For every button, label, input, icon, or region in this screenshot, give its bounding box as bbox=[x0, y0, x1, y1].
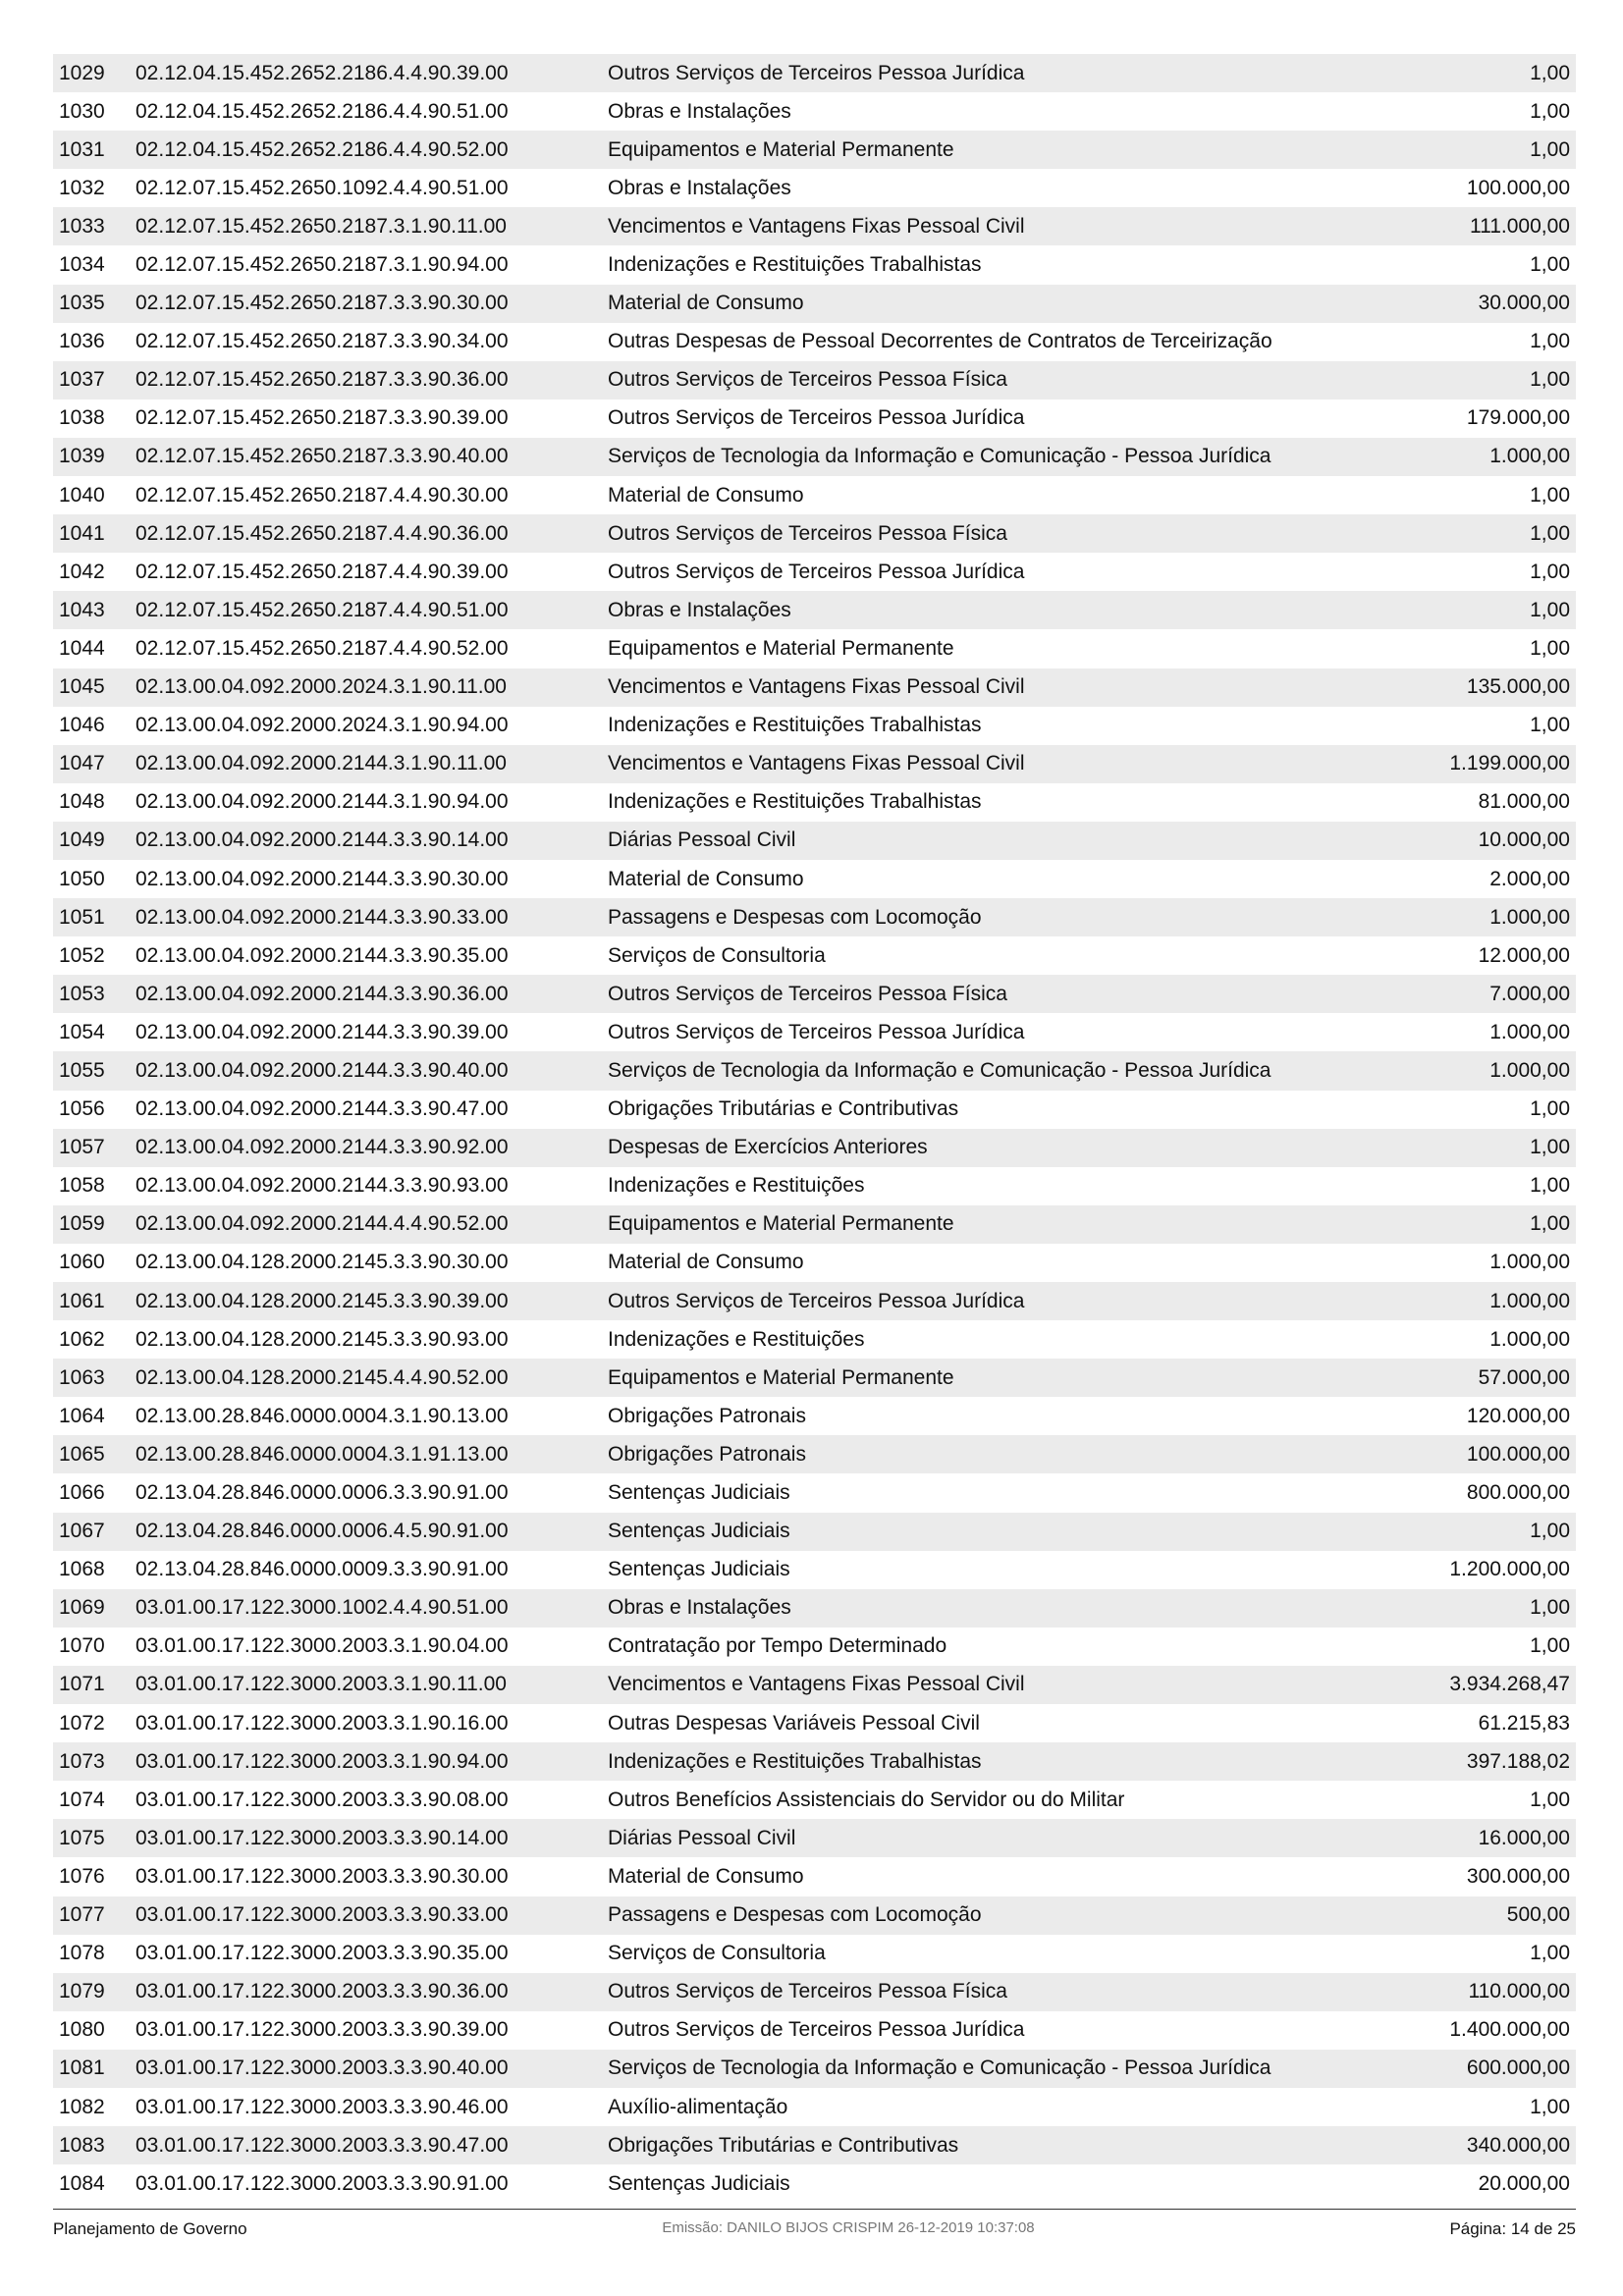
row-number: 1037 bbox=[59, 368, 105, 392]
row-code: 03.01.00.17.122.3000.2003.3.1.90.11.00 bbox=[135, 1673, 507, 1696]
row-value: 1.000,00 bbox=[1489, 1289, 1570, 1312]
table-row bbox=[53, 936, 1576, 975]
row-value: 57.000,00 bbox=[1478, 1365, 1570, 1389]
row-description: Vencimentos e Vantagens Fixas Pessoal Civil bbox=[608, 214, 1025, 238]
row-number: 1042 bbox=[59, 560, 105, 583]
row-code: 03.01.00.17.122.3000.2003.3.1.90.16.00 bbox=[135, 1711, 509, 1735]
row-number: 1040 bbox=[59, 483, 105, 507]
row-number: 1046 bbox=[59, 714, 105, 737]
table-row bbox=[53, 514, 1576, 553]
row-code: 02.13.00.04.092.2000.2144.3.3.90.47.00 bbox=[135, 1097, 509, 1121]
table-row bbox=[53, 2011, 1576, 2050]
row-description: Vencimentos e Vantagens Fixas Pessoal Civil bbox=[608, 675, 1025, 699]
table-row bbox=[53, 2164, 1576, 2203]
row-description: Material de Consumo bbox=[608, 1864, 804, 1888]
row-value: 1,00 bbox=[1530, 1634, 1570, 1658]
row-description: Passagens e Despesas com Locomoção bbox=[608, 1903, 982, 1927]
row-code: 02.12.07.15.452.2650.2187.3.3.90.30.00 bbox=[135, 292, 509, 315]
row-number: 1059 bbox=[59, 1212, 105, 1236]
row-number: 1032 bbox=[59, 176, 105, 199]
row-description: Outros Serviços de Terceiros Pessoa Física bbox=[608, 521, 1007, 545]
row-number: 1056 bbox=[59, 1097, 105, 1121]
budget-table bbox=[53, 54, 1576, 2203]
table-row bbox=[53, 92, 1576, 131]
row-code: 02.12.07.15.452.2650.2187.4.4.90.39.00 bbox=[135, 560, 509, 583]
row-code: 02.12.07.15.452.2650.2187.4.4.90.30.00 bbox=[135, 483, 509, 507]
table-row bbox=[53, 1244, 1576, 1282]
row-number: 1080 bbox=[59, 2018, 105, 2042]
row-code: 02.13.00.04.128.2000.2145.4.4.90.52.00 bbox=[135, 1365, 509, 1389]
row-code: 02.12.07.15.452.2650.2187.3.3.90.34.00 bbox=[135, 330, 509, 353]
row-description: Vencimentos e Vantagens Fixas Pessoal Civil bbox=[608, 1673, 1025, 1696]
row-value: 1.000,00 bbox=[1489, 905, 1570, 929]
row-description: Outros Serviços de Terceiros Pessoa Jurídica bbox=[608, 61, 1025, 84]
row-code: 02.12.07.15.452.2650.1092.4.4.90.51.00 bbox=[135, 176, 509, 199]
row-code: 02.13.00.04.092.2000.2144.3.3.90.35.00 bbox=[135, 943, 509, 967]
row-description: Indenizações e Restituições Trabalhistas bbox=[608, 253, 982, 277]
row-code: 03.01.00.17.122.3000.2003.3.3.90.39.00 bbox=[135, 2018, 509, 2042]
row-number: 1062 bbox=[59, 1327, 105, 1351]
row-number: 1048 bbox=[59, 790, 105, 814]
row-description: Equipamentos e Material Permanente bbox=[608, 1365, 954, 1389]
table-row bbox=[53, 1435, 1576, 1473]
table-row bbox=[53, 668, 1576, 707]
row-code: 02.13.00.04.092.2000.2144.3.3.90.93.00 bbox=[135, 1174, 509, 1198]
row-number: 1075 bbox=[59, 1826, 105, 1849]
row-value: 61.215,83 bbox=[1478, 1711, 1570, 1735]
row-description: Sentenças Judiciais bbox=[608, 1558, 790, 1581]
table-row bbox=[53, 783, 1576, 822]
row-code: 03.01.00.17.122.3000.2003.3.3.90.14.00 bbox=[135, 1826, 509, 1849]
row-value: 100.000,00 bbox=[1466, 1442, 1570, 1466]
row-value: 1,00 bbox=[1530, 1520, 1570, 1543]
row-code: 02.13.00.04.092.2000.2024.3.1.90.11.00 bbox=[135, 675, 507, 699]
table-row bbox=[53, 1473, 1576, 1512]
row-number: 1031 bbox=[59, 137, 105, 161]
row-description: Obras e Instalações bbox=[608, 1596, 791, 1620]
row-description: Serviços de Consultoria bbox=[608, 1942, 826, 1965]
row-description: Obrigações Tributárias e Contributivas bbox=[608, 2133, 959, 2157]
row-number: 1045 bbox=[59, 675, 105, 699]
row-value: 1,00 bbox=[1530, 368, 1570, 392]
row-value: 1,00 bbox=[1530, 1174, 1570, 1198]
row-description: Material de Consumo bbox=[608, 483, 804, 507]
row-value: 110.000,00 bbox=[1468, 1980, 1570, 2003]
table-row bbox=[53, 1628, 1576, 1666]
row-description: Despesas de Exercícios Anteriores bbox=[608, 1136, 928, 1159]
row-value: 1,00 bbox=[1530, 1136, 1570, 1159]
row-number: 1035 bbox=[59, 292, 105, 315]
row-code: 03.01.00.17.122.3000.2003.3.3.90.36.00 bbox=[135, 1980, 509, 2003]
row-code: 02.12.07.15.452.2650.2187.4.4.90.51.00 bbox=[135, 598, 509, 621]
row-value: 1,00 bbox=[1530, 521, 1570, 545]
row-code: 02.13.04.28.846.0000.0009.3.3.90.91.00 bbox=[135, 1558, 509, 1581]
row-number: 1082 bbox=[59, 2095, 105, 2118]
row-value: 1,00 bbox=[1530, 1788, 1570, 1811]
row-value: 1,00 bbox=[1530, 560, 1570, 583]
row-value: 120.000,00 bbox=[1466, 1404, 1570, 1427]
row-number: 1051 bbox=[59, 905, 105, 929]
row-number: 1050 bbox=[59, 867, 105, 890]
row-value: 1.000,00 bbox=[1489, 1020, 1570, 1043]
table-row bbox=[53, 1205, 1576, 1244]
row-number: 1039 bbox=[59, 445, 105, 468]
row-description: Equipamentos e Material Permanente bbox=[608, 636, 954, 660]
row-description: Indenizações e Restituições Trabalhistas bbox=[608, 1749, 982, 1773]
row-value: 20.000,00 bbox=[1478, 2171, 1570, 2195]
row-description: Vencimentos e Vantagens Fixas Pessoal Civil bbox=[608, 752, 1025, 775]
row-value: 1,00 bbox=[1530, 714, 1570, 737]
row-code: 02.13.00.04.128.2000.2145.3.3.90.30.00 bbox=[135, 1251, 509, 1274]
row-number: 1076 bbox=[59, 1864, 105, 1888]
row-code: 02.12.07.15.452.2650.2187.3.1.90.11.00 bbox=[135, 214, 507, 238]
row-number: 1036 bbox=[59, 330, 105, 353]
row-value: 397.188,02 bbox=[1466, 1749, 1570, 1773]
row-value: 1,00 bbox=[1530, 330, 1570, 353]
row-value: 1,00 bbox=[1530, 1212, 1570, 1236]
row-number: 1054 bbox=[59, 1020, 105, 1043]
row-number: 1079 bbox=[59, 1980, 105, 2003]
row-description: Material de Consumo bbox=[608, 292, 804, 315]
row-description: Material de Consumo bbox=[608, 1251, 804, 1274]
footer-emission: Emissão: DANILO BIJOS CRISPIM 26-12-2019 10:37:08 bbox=[662, 2219, 1035, 2236]
row-number: 1034 bbox=[59, 253, 105, 277]
row-value: 179.000,00 bbox=[1466, 406, 1570, 430]
table-row bbox=[53, 361, 1576, 400]
row-value: 12.000,00 bbox=[1478, 943, 1570, 967]
row-code: 03.01.00.17.122.3000.2003.3.3.90.47.00 bbox=[135, 2133, 509, 2157]
row-code: 03.01.00.17.122.3000.2003.3.3.90.91.00 bbox=[135, 2171, 509, 2195]
table-row bbox=[53, 169, 1576, 207]
row-value: 1,00 bbox=[1530, 137, 1570, 161]
row-number: 1071 bbox=[59, 1673, 105, 1696]
table-row bbox=[53, 1091, 1576, 1129]
row-value: 1.000,00 bbox=[1489, 1251, 1570, 1274]
row-number: 1044 bbox=[59, 636, 105, 660]
row-description: Obrigações Patronais bbox=[608, 1442, 806, 1466]
table-row bbox=[53, 1513, 1576, 1551]
row-code: 02.12.07.15.452.2650.2187.4.4.90.52.00 bbox=[135, 636, 509, 660]
row-value: 1.000,00 bbox=[1489, 445, 1570, 468]
row-number: 1064 bbox=[59, 1404, 105, 1427]
row-value: 111.000,00 bbox=[1470, 214, 1570, 238]
row-value: 500,00 bbox=[1506, 1903, 1570, 1927]
row-value: 2.000,00 bbox=[1489, 867, 1570, 890]
row-value: 1,00 bbox=[1530, 61, 1570, 84]
row-value: 600.000,00 bbox=[1466, 2056, 1570, 2080]
row-number: 1053 bbox=[59, 982, 105, 1005]
row-code: 02.12.07.15.452.2650.2187.3.1.90.94.00 bbox=[135, 253, 509, 277]
row-number: 1030 bbox=[59, 99, 105, 123]
row-code: 02.13.00.04.092.2000.2144.3.3.90.36.00 bbox=[135, 982, 509, 1005]
row-code: 02.12.07.15.452.2650.2187.4.4.90.36.00 bbox=[135, 521, 509, 545]
row-number: 1067 bbox=[59, 1520, 105, 1543]
row-description: Serviços de Tecnologia da Informação e Comunicação - Pessoa Jurídica bbox=[608, 2056, 1271, 2080]
row-number: 1078 bbox=[59, 1942, 105, 1965]
table-row bbox=[53, 400, 1576, 438]
row-value: 1.000,00 bbox=[1489, 1058, 1570, 1082]
row-number: 1038 bbox=[59, 406, 105, 430]
row-description: Serviços de Tecnologia da Informação e Comunicação - Pessoa Jurídica bbox=[608, 1058, 1271, 1082]
table-row bbox=[53, 1896, 1576, 1935]
row-description: Diárias Pessoal Civil bbox=[608, 1826, 796, 1849]
row-code: 03.01.00.17.122.3000.2003.3.1.90.94.00 bbox=[135, 1749, 509, 1773]
table-row bbox=[53, 1589, 1576, 1628]
row-description: Outros Serviços de Terceiros Pessoa Física bbox=[608, 1980, 1007, 2003]
row-value: 1.199.000,00 bbox=[1449, 752, 1570, 775]
row-number: 1063 bbox=[59, 1365, 105, 1389]
row-number: 1057 bbox=[59, 1136, 105, 1159]
table-row bbox=[53, 1397, 1576, 1435]
table-row bbox=[53, 629, 1576, 667]
table-row bbox=[53, 1282, 1576, 1320]
row-value: 1,00 bbox=[1530, 598, 1570, 621]
row-number: 1066 bbox=[59, 1481, 105, 1505]
row-description: Obrigações Tributárias e Contributivas bbox=[608, 1097, 959, 1121]
row-value: 1.200.000,00 bbox=[1449, 1558, 1570, 1581]
row-description: Outros Serviços de Terceiros Pessoa Física bbox=[608, 368, 1007, 392]
table-row bbox=[53, 1973, 1576, 2011]
row-description: Outros Serviços de Terceiros Pessoa Jurídica bbox=[608, 1020, 1025, 1043]
table-row bbox=[53, 476, 1576, 514]
row-description: Serviços de Tecnologia da Informação e Comunicação - Pessoa Jurídica bbox=[608, 445, 1271, 468]
table-row bbox=[53, 245, 1576, 284]
row-value: 1,00 bbox=[1530, 253, 1570, 277]
table-row bbox=[53, 1781, 1576, 1819]
row-code: 03.01.00.17.122.3000.2003.3.3.90.46.00 bbox=[135, 2095, 509, 2118]
row-code: 02.12.07.15.452.2650.2187.3.3.90.39.00 bbox=[135, 406, 509, 430]
row-description: Outros Benefícios Assistenciais do Servidor ou do Militar bbox=[608, 1788, 1125, 1811]
row-code: 02.13.00.28.846.0000.0004.3.1.91.13.00 bbox=[135, 1442, 509, 1466]
table-row bbox=[53, 131, 1576, 169]
table-row bbox=[53, 975, 1576, 1013]
row-code: 03.01.00.17.122.3000.2003.3.3.90.35.00 bbox=[135, 1942, 509, 1965]
row-description: Outros Serviços de Terceiros Pessoa Jurídica bbox=[608, 1289, 1025, 1312]
row-description: Outros Serviços de Terceiros Pessoa Jurídica bbox=[608, 560, 1025, 583]
row-code: 02.13.00.04.128.2000.2145.3.3.90.39.00 bbox=[135, 1289, 509, 1312]
row-number: 1070 bbox=[59, 1634, 105, 1658]
row-value: 1,00 bbox=[1530, 1942, 1570, 1965]
table-row bbox=[53, 1551, 1576, 1589]
row-code: 02.13.00.04.092.2000.2144.3.3.90.33.00 bbox=[135, 905, 509, 929]
footer-department: Planejamento de Governo bbox=[53, 2219, 247, 2238]
row-code: 02.12.07.15.452.2650.2187.3.3.90.36.00 bbox=[135, 368, 509, 392]
row-value: 340.000,00 bbox=[1466, 2133, 1570, 2157]
row-code: 02.13.00.28.846.0000.0004.3.1.90.13.00 bbox=[135, 1404, 509, 1427]
row-number: 1058 bbox=[59, 1174, 105, 1198]
table-row bbox=[53, 1167, 1576, 1205]
row-code: 02.13.00.04.092.2000.2144.3.3.90.40.00 bbox=[135, 1058, 509, 1082]
row-code: 02.13.00.04.092.2000.2144.3.1.90.11.00 bbox=[135, 752, 507, 775]
row-number: 1074 bbox=[59, 1788, 105, 1811]
row-code: 02.13.00.04.092.2000.2024.3.1.90.94.00 bbox=[135, 714, 509, 737]
row-number: 1077 bbox=[59, 1903, 105, 1927]
row-value: 16.000,00 bbox=[1478, 1826, 1570, 1849]
row-description: Indenizações e Restituições bbox=[608, 1174, 865, 1198]
table-row bbox=[53, 707, 1576, 745]
row-value: 3.934.268,47 bbox=[1449, 1673, 1570, 1696]
table-row bbox=[53, 54, 1576, 92]
row-description: Obras e Instalações bbox=[608, 99, 791, 123]
row-value: 300.000,00 bbox=[1466, 1864, 1570, 1888]
row-number: 1073 bbox=[59, 1749, 105, 1773]
table-row bbox=[53, 285, 1576, 323]
row-number: 1084 bbox=[59, 2171, 105, 2195]
row-description: Sentenças Judiciais bbox=[608, 2171, 790, 2195]
page-footer bbox=[53, 2209, 1576, 2239]
row-description: Obras e Instalações bbox=[608, 176, 791, 199]
row-description: Material de Consumo bbox=[608, 867, 804, 890]
row-value: 81.000,00 bbox=[1478, 790, 1570, 814]
row-number: 1060 bbox=[59, 1251, 105, 1274]
row-number: 1069 bbox=[59, 1596, 105, 1620]
table-row bbox=[53, 1129, 1576, 1167]
table-row bbox=[53, 1666, 1576, 1704]
table-row bbox=[53, 1013, 1576, 1051]
table-row bbox=[53, 2126, 1576, 2164]
row-value: 30.000,00 bbox=[1478, 292, 1570, 315]
row-description: Indenizações e Restituições Trabalhistas bbox=[608, 790, 982, 814]
row-description: Outras Despesas Variáveis Pessoal Civil bbox=[608, 1711, 980, 1735]
row-value: 1.400.000,00 bbox=[1449, 2018, 1570, 2042]
row-number: 1065 bbox=[59, 1442, 105, 1466]
row-description: Auxílio-alimentação bbox=[608, 2095, 788, 2118]
table-row bbox=[53, 2088, 1576, 2126]
table-row bbox=[53, 207, 1576, 245]
row-code: 02.13.00.04.092.2000.2144.3.3.90.14.00 bbox=[135, 828, 509, 852]
row-value: 10.000,00 bbox=[1478, 828, 1570, 852]
row-code: 02.13.04.28.846.0000.0006.3.3.90.91.00 bbox=[135, 1481, 509, 1505]
row-description: Equipamentos e Material Permanente bbox=[608, 1212, 954, 1236]
row-value: 135.000,00 bbox=[1466, 675, 1570, 699]
row-value: 1,00 bbox=[1530, 483, 1570, 507]
row-code: 02.13.00.04.092.2000.2144.3.1.90.94.00 bbox=[135, 790, 509, 814]
table-row bbox=[53, 1704, 1576, 1742]
row-number: 1049 bbox=[59, 828, 105, 852]
row-number: 1047 bbox=[59, 752, 105, 775]
row-description: Outros Serviços de Terceiros Pessoa Jurídica bbox=[608, 2018, 1025, 2042]
table-row bbox=[53, 1935, 1576, 1973]
row-number: 1029 bbox=[59, 61, 105, 84]
row-code: 02.12.07.15.452.2650.2187.3.3.90.40.00 bbox=[135, 445, 509, 468]
row-code: 02.12.04.15.452.2652.2186.4.4.90.51.00 bbox=[135, 99, 509, 123]
table-row bbox=[53, 1857, 1576, 1896]
row-value: 1,00 bbox=[1530, 1097, 1570, 1121]
row-code: 02.12.04.15.452.2652.2186.4.4.90.39.00 bbox=[135, 61, 509, 84]
row-description: Outras Despesas de Pessoal Decorrentes de Contratos de Terceirização bbox=[608, 330, 1272, 353]
table-row bbox=[53, 323, 1576, 361]
row-description: Outros Serviços de Terceiros Pessoa Física bbox=[608, 982, 1007, 1005]
row-code: 02.13.00.04.092.2000.2144.3.3.90.92.00 bbox=[135, 1136, 509, 1159]
row-description: Outros Serviços de Terceiros Pessoa Jurídica bbox=[608, 406, 1025, 430]
row-value: 1,00 bbox=[1530, 2095, 1570, 2118]
row-description: Sentenças Judiciais bbox=[608, 1481, 790, 1505]
row-code: 02.13.00.04.092.2000.2144.4.4.90.52.00 bbox=[135, 1212, 509, 1236]
table-row bbox=[53, 2050, 1576, 2088]
row-number: 1061 bbox=[59, 1289, 105, 1312]
row-code: 03.01.00.17.122.3000.2003.3.3.90.08.00 bbox=[135, 1788, 509, 1811]
row-description: Passagens e Despesas com Locomoção bbox=[608, 905, 982, 929]
table-row bbox=[53, 438, 1576, 476]
row-description: Obras e Instalações bbox=[608, 598, 791, 621]
footer-page-number: Página: 14 de 25 bbox=[1449, 2219, 1576, 2238]
row-number: 1083 bbox=[59, 2133, 105, 2157]
table-row bbox=[53, 745, 1576, 783]
row-code: 02.12.04.15.452.2652.2186.4.4.90.52.00 bbox=[135, 137, 509, 161]
row-value: 800.000,00 bbox=[1466, 1481, 1570, 1505]
row-value: 1,00 bbox=[1530, 99, 1570, 123]
row-code: 03.01.00.17.122.3000.2003.3.1.90.04.00 bbox=[135, 1634, 509, 1658]
table-row bbox=[53, 1742, 1576, 1781]
row-description: Indenizações e Restituições bbox=[608, 1327, 865, 1351]
table-row bbox=[53, 1819, 1576, 1857]
table-row bbox=[53, 1051, 1576, 1090]
row-code: 03.01.00.17.122.3000.2003.3.3.90.33.00 bbox=[135, 1903, 509, 1927]
row-code: 02.13.04.28.846.0000.0006.4.5.90.91.00 bbox=[135, 1520, 509, 1543]
row-value: 1,00 bbox=[1530, 636, 1570, 660]
row-code: 03.01.00.17.122.3000.1002.4.4.90.51.00 bbox=[135, 1596, 509, 1620]
table-row bbox=[53, 553, 1576, 591]
row-description: Serviços de Consultoria bbox=[608, 943, 826, 967]
row-code: 02.13.00.04.092.2000.2144.3.3.90.30.00 bbox=[135, 867, 509, 890]
row-value: 100.000,00 bbox=[1466, 176, 1570, 199]
row-description: Equipamentos e Material Permanente bbox=[608, 137, 954, 161]
row-number: 1068 bbox=[59, 1558, 105, 1581]
row-description: Contratação por Tempo Determinado bbox=[608, 1634, 947, 1658]
row-description: Indenizações e Restituições Trabalhistas bbox=[608, 714, 982, 737]
row-number: 1052 bbox=[59, 943, 105, 967]
row-number: 1072 bbox=[59, 1711, 105, 1735]
row-code: 02.13.00.04.128.2000.2145.3.3.90.93.00 bbox=[135, 1327, 509, 1351]
row-description: Sentenças Judiciais bbox=[608, 1520, 790, 1543]
row-number: 1081 bbox=[59, 2056, 105, 2080]
table-row bbox=[53, 1359, 1576, 1397]
table-row bbox=[53, 822, 1576, 860]
table-row bbox=[53, 1320, 1576, 1359]
row-description: Diárias Pessoal Civil bbox=[608, 828, 796, 852]
row-number: 1043 bbox=[59, 598, 105, 621]
row-number: 1055 bbox=[59, 1058, 105, 1082]
row-number: 1033 bbox=[59, 214, 105, 238]
row-description: Obrigações Patronais bbox=[608, 1404, 806, 1427]
row-value: 7.000,00 bbox=[1489, 982, 1570, 1005]
row-value: 1.000,00 bbox=[1489, 1327, 1570, 1351]
row-code: 02.13.00.04.092.2000.2144.3.3.90.39.00 bbox=[135, 1020, 509, 1043]
table-row bbox=[53, 591, 1576, 629]
table-row bbox=[53, 898, 1576, 936]
row-code: 03.01.00.17.122.3000.2003.3.3.90.40.00 bbox=[135, 2056, 509, 2080]
row-value: 1,00 bbox=[1530, 1596, 1570, 1620]
row-code: 03.01.00.17.122.3000.2003.3.3.90.30.00 bbox=[135, 1864, 509, 1888]
table-row bbox=[53, 860, 1576, 898]
row-number: 1041 bbox=[59, 521, 105, 545]
